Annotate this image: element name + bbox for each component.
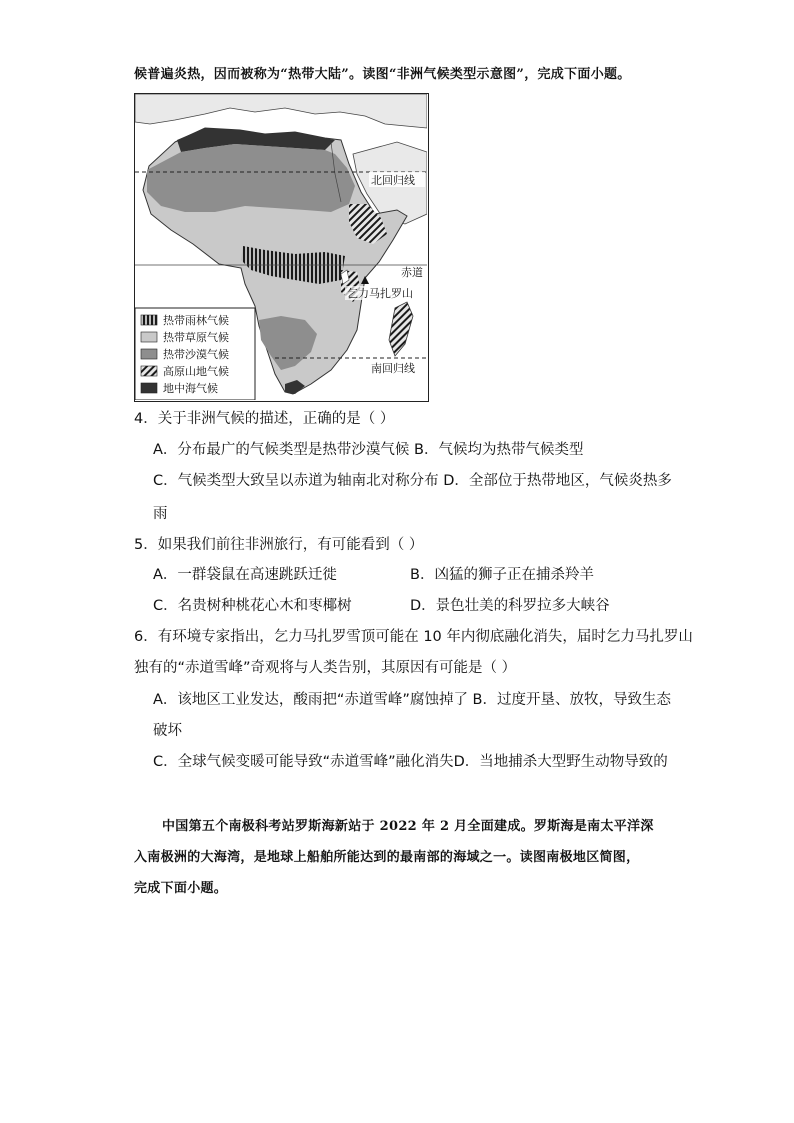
question-5-option-b: B．凶猛的狮子正在捕杀羚羊 [410, 567, 594, 583]
sahara-desert [147, 144, 355, 212]
legend-swatch-rainforest [141, 315, 157, 325]
question-4-options-wrap: 雨 [153, 506, 168, 522]
tropic-north-label: 北回归线 [371, 174, 415, 187]
intro-text-bottom-line1: 中国第五个南极科考站罗斯海新站于 2022 年 2 月全面建成。罗斯海是南太平洋深 [162, 819, 654, 834]
legend-label-savanna: 热带草原气候 [163, 331, 229, 344]
legend-label-mediterranean: 地中海气候 [163, 382, 218, 395]
question-6-stem-line1: 6．有环境专家指出，乞力马扎罗雪顶可能在 10 年内彻底融化消失，届时乞力马扎罗山 [134, 629, 693, 645]
tropic-south-label: 南回归线 [371, 362, 415, 375]
legend-swatch-highland [141, 366, 157, 376]
map-legend [135, 308, 255, 400]
question-6-options-ab: A．该地区工业发达，酸雨把“赤道雪峰”腐蚀掉了 B．过度开垦、放牧，导致生态 [153, 692, 671, 708]
question-6-options-cd: C．全球气候变暖可能导致“赤道雪峰”融化消失D．当地捕杀大型野生动物导致的 [153, 754, 668, 770]
question-6-stem-line2: 独有的“赤道雪峰”奇观将与人类告别，其原因有可能是（ ） [134, 660, 517, 676]
equator-label: 赤道 [401, 266, 423, 279]
question-5-option-c: C．名贵树种桃花心木和枣椰树 [153, 598, 352, 614]
question-5-option-a: A．一群袋鼠在高速跳跃迁徙 [153, 567, 337, 583]
legend-label-highland: 高原山地气候 [163, 365, 229, 378]
intro-text-top: 候普遍炎热，因而被称为“热带大陆”。读图“非洲气候类型示意图”，完成下面小题。 [134, 67, 631, 82]
legend-swatch-desert [141, 349, 157, 359]
legend-label-desert: 热带沙漠气候 [163, 348, 229, 361]
legend-swatch-savanna [141, 332, 157, 342]
legend-swatch-mediterranean [141, 383, 157, 393]
question-5-option-d: D．景色壮美的科罗拉多大峡谷 [410, 598, 610, 614]
africa-climate-map [134, 93, 429, 402]
intro-text-bottom-line3: 完成下面小题。 [134, 881, 228, 896]
question-4-options-ab: A．分布最广的气候类型是热带沙漠气候 B．气候均为热带气候类型 [153, 442, 584, 458]
kilimanjaro-label: 乞力马扎罗山 [347, 287, 413, 300]
question-4-stem: 4．关于非洲气候的描述，正确的是（ ） [134, 411, 395, 427]
question-4-options-cd: C．气候类型大致呈以赤道为轴南北对称分布 D．全部位于热带地区，气候炎热多 [153, 473, 672, 489]
intro-text-bottom-line2: 入南极洲的大海湾，是地球上船舶所能达到的最南部的海域之一。读图南极地区简图， [134, 850, 640, 865]
question-6-options-wrap: 破坏 [153, 723, 182, 739]
legend-label-rainforest: 热带雨林气候 [163, 314, 229, 327]
question-5-stem: 5．如果我们前往非洲旅行，有可能看到（ ） [134, 537, 424, 553]
